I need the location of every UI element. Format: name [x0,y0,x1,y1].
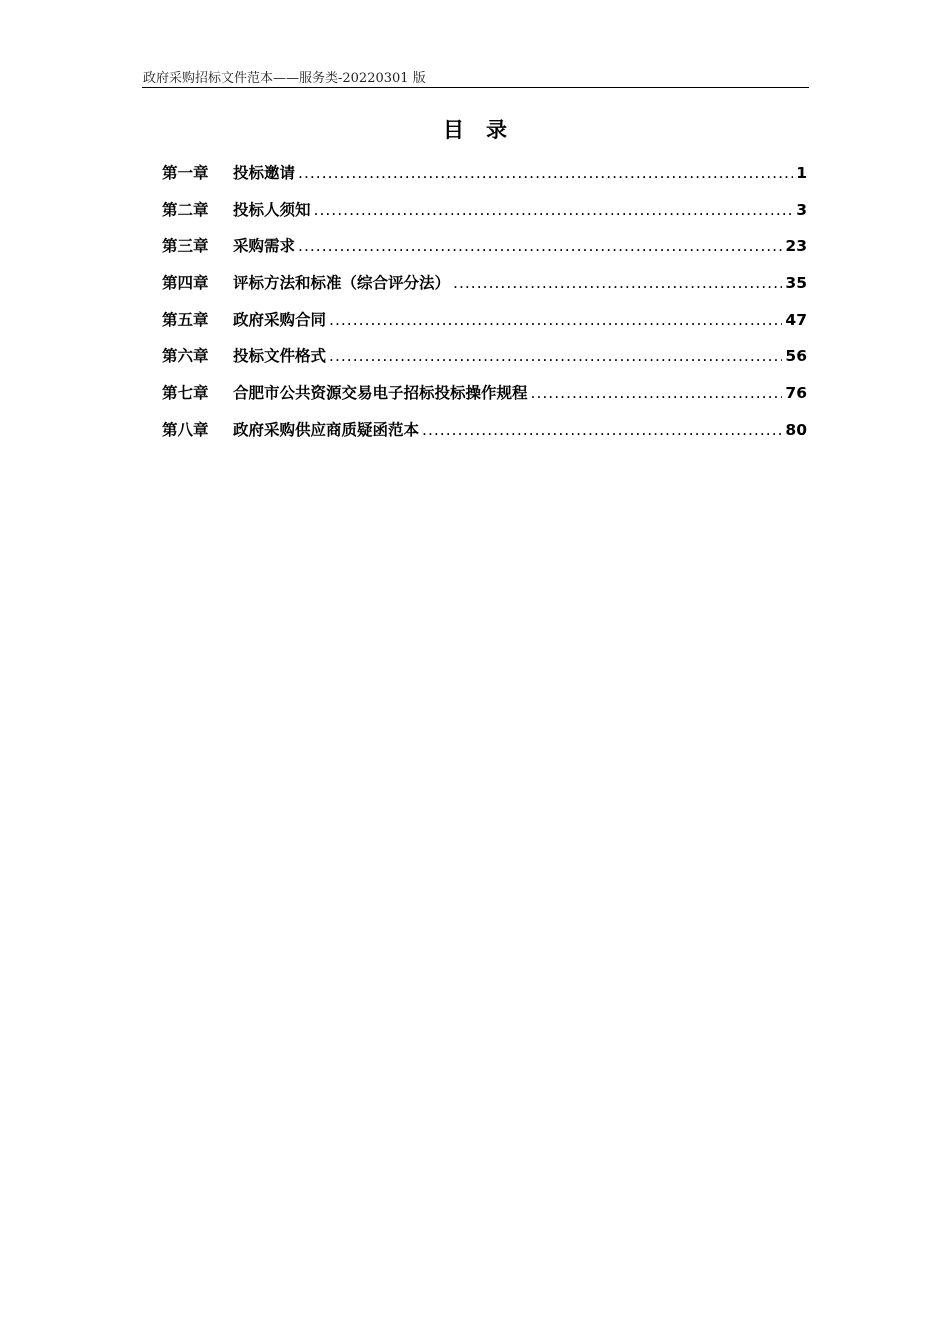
toc-entry[interactable] [162,270,807,307]
toc-chapter-number: 第二章 [162,200,209,219]
toc-dot-leader [298,160,793,186]
toc-page-number: 23 [785,237,807,256]
toc-dot-leader [329,343,782,369]
toc-dot-leader [531,380,783,406]
toc-chapter-title: 采购需求 [233,237,296,256]
toc-chapter-number: 第六章 [162,347,209,366]
toc-page-number: 3 [796,200,807,219]
toc-page-number: 35 [785,274,807,293]
toc-dot-leader [298,233,782,259]
toc-entry[interactable] [162,160,807,197]
toc-chapter-title: 政府采购合同 [233,310,327,329]
toc-page-number: 1 [796,164,807,182]
toc-page-number: 47 [785,310,807,329]
toc-dot-leader [314,197,794,223]
toc-chapter-title: 合肥市公共资源交易电子招标投标操作规程 [233,384,528,403]
toc-entry[interactable] [162,343,807,380]
toc-chapter-number: 第一章 [162,164,209,182]
page-header-text: 政府采购招标文件范本——服务类-20220301 版 [143,71,426,86]
toc-entry[interactable] [162,233,807,270]
toc-entry[interactable] [162,380,807,417]
toc-page-number: 80 [785,420,807,439]
toc-entry[interactable] [162,197,807,234]
toc-page-number: 76 [785,384,807,403]
toc-entry[interactable] [162,417,807,454]
toc-chapter-title: 投标邀请 [233,164,296,182]
toc-chapter-number: 第三章 [162,237,209,256]
toc-chapter-title: 投标人须知 [233,200,311,219]
toc-dot-leader [422,417,782,443]
toc-page-number: 56 [785,347,807,366]
table-of-contents [162,160,807,454]
toc-entry[interactable] [162,307,807,344]
toc-chapter-number: 第八章 [162,420,209,439]
toc-title: 目录 [443,118,529,142]
toc-chapter-title: 评标方法和标准（综合评分法） [233,274,451,293]
toc-dot-leader [329,307,782,333]
toc-chapter-number: 第五章 [162,310,209,329]
toc-chapter-number: 第四章 [162,274,209,293]
toc-dot-leader [453,270,782,296]
toc-chapter-number: 第七章 [162,384,209,403]
header-divider [142,87,809,88]
toc-chapter-title: 政府采购供应商质疑函范本 [233,420,420,439]
toc-chapter-title: 投标文件格式 [233,347,327,366]
